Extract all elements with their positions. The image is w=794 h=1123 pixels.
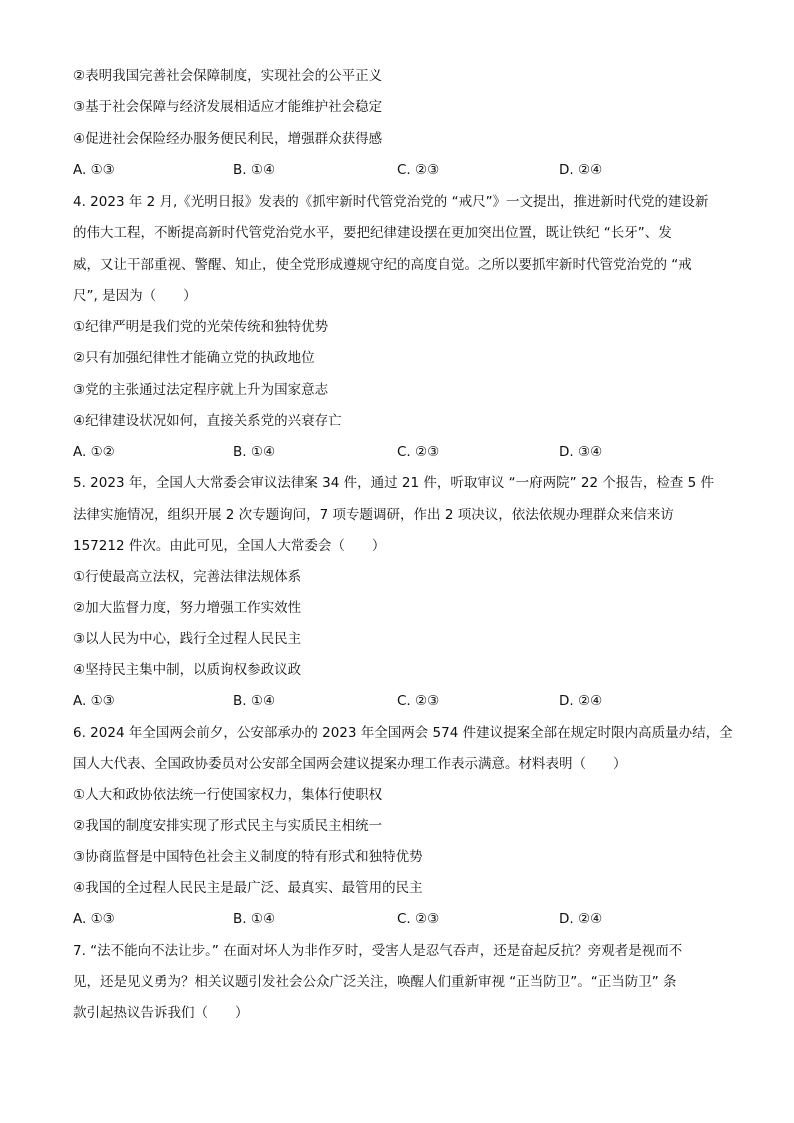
q4-stem-line: 4. 2023 年 2 月,《光明日报》发表的《抓牢新时代管党治党的 “戒尺”》一文提出，推进新时代党的建设新 — [73, 194, 709, 210]
q4-stem-line: 的伟大工程，不断提高新时代管党治党水平，要把纪律建设摆在更加突出位置，既让铁纪 “长牙”、发 — [73, 225, 672, 241]
q3-options — [73, 160, 733, 180]
q4-item-1: ①纪律严明是我们党的光荣传统和独特优势 — [73, 319, 329, 335]
q4-option-d[interactable]: D. ③④ — [559, 444, 603, 460]
q6-option-b[interactable]: B. ①④ — [233, 911, 276, 927]
q3-option-b[interactable]: B. ①④ — [233, 162, 276, 178]
q5-item-3: ③以人民为中心，践行全过程人民民主 — [73, 631, 302, 647]
q3-option-c[interactable]: C. ②③ — [397, 162, 440, 178]
q7-stem-line: 款引起热议告诉我们（ ） — [73, 1005, 249, 1021]
q4-stem-line: 尺”, 是因为（ ） — [73, 288, 197, 304]
q3-option-a[interactable]: A. ①③ — [73, 162, 115, 178]
q5-item-2: ②加大监督力度，努力增强工作实效性 — [73, 600, 302, 616]
q5-stem-line: 5. 2023 年，全国人大常委会审议法律案 34 件，通过 21 件，听取审议 “一府两院” 22 个报告，检查 5 件 — [73, 475, 715, 491]
q5-option-a[interactable]: A. ①③ — [73, 693, 115, 709]
q4-option-c[interactable]: C. ②③ — [397, 444, 440, 460]
q5-option-c[interactable]: C. ②③ — [397, 693, 440, 709]
q3-option-d[interactable]: D. ②④ — [559, 162, 603, 178]
q4-stem-line: 威，又让干部重视、警醒、知止，使全党形成遵规守纪的高度自觉。之所以要抓牢新时代管党治党的 “戒 — [73, 257, 692, 273]
q7-stem-line: 7. “法不能向不法让步。” 在面对坏人为非作歹时，受害人是忍气吞声，还是奋起反抗？旁观者是视而不 — [73, 943, 683, 959]
q4-item-3: ③党的主张通过法定程序就上升为国家意志 — [73, 382, 329, 398]
q5-stem-line: 157212 件次。由此可见，全国人大常委会（ ） — [73, 538, 386, 554]
q3-item-4: ④促进社会保险经办服务便民利民，增强群众获得感 — [73, 131, 383, 147]
q3-item-3: ③基于社会保障与经济发展相适应才能维护社会稳定 — [73, 99, 383, 115]
q4-options — [73, 442, 733, 462]
q4-item-2: ②只有加强纪律性才能确立党的执政地位 — [73, 350, 315, 366]
q6-item-3: ③协商监督是中国特色社会主义制度的特有形式和独特优势 — [73, 849, 423, 865]
q5-item-4: ④坚持民主集中制，以质询权参政议政 — [73, 662, 302, 678]
q5-option-b[interactable]: B. ①④ — [233, 693, 276, 709]
q6-option-a[interactable]: A. ①③ — [73, 911, 115, 927]
q6-option-c[interactable]: C. ②③ — [397, 911, 440, 927]
q4-option-a[interactable]: A. ①② — [73, 444, 115, 460]
q5-option-d[interactable]: D. ②④ — [559, 693, 603, 709]
q6-stem-line: 6. 2024 年全国两会前夕，公安部承办的 2023 年全国两会 574 件建议提案全部在规定时限内高质量办结，全 — [73, 725, 733, 741]
q4-item-4: ④纪律建设状况如何，直接关系党的兴衰存亡 — [73, 413, 342, 429]
q6-option-d[interactable]: D. ②④ — [559, 911, 603, 927]
q6-options — [73, 909, 733, 929]
q5-item-1: ①行使最高立法权，完善法律法规体系 — [73, 569, 302, 585]
q5-options — [73, 691, 733, 711]
q5-stem-line: 法律实施情况，组织开展 2 次专题询问，7 项专题调研，作出 2 项决议，依法依规办理群众来信来访 — [73, 507, 674, 523]
q3-item-2: ②表明我国完善社会保障制度，实现社会的公平正义 — [73, 68, 383, 84]
q6-item-2: ②我国的制度安排实现了形式民主与实质民主相统一 — [73, 818, 383, 834]
q7-stem-line: 见，还是见义勇为？相关议题引发社会公众广泛关注，唤醒人们重新审视 “正当防卫”。“正当防卫” 条 — [73, 974, 677, 990]
q4-option-b[interactable]: B. ①④ — [233, 444, 276, 460]
q6-item-4: ④我国的全过程人民民主是最广泛、最真实、最管用的民主 — [73, 880, 423, 896]
q6-item-1: ①人大和政协依法统一行使国家权力，集体行使职权 — [73, 787, 383, 803]
q6-stem-line: 国人大代表、全国政协委员对公安部全国两会建议提案办理工作表示满意。材料表明（ ） — [73, 756, 627, 772]
